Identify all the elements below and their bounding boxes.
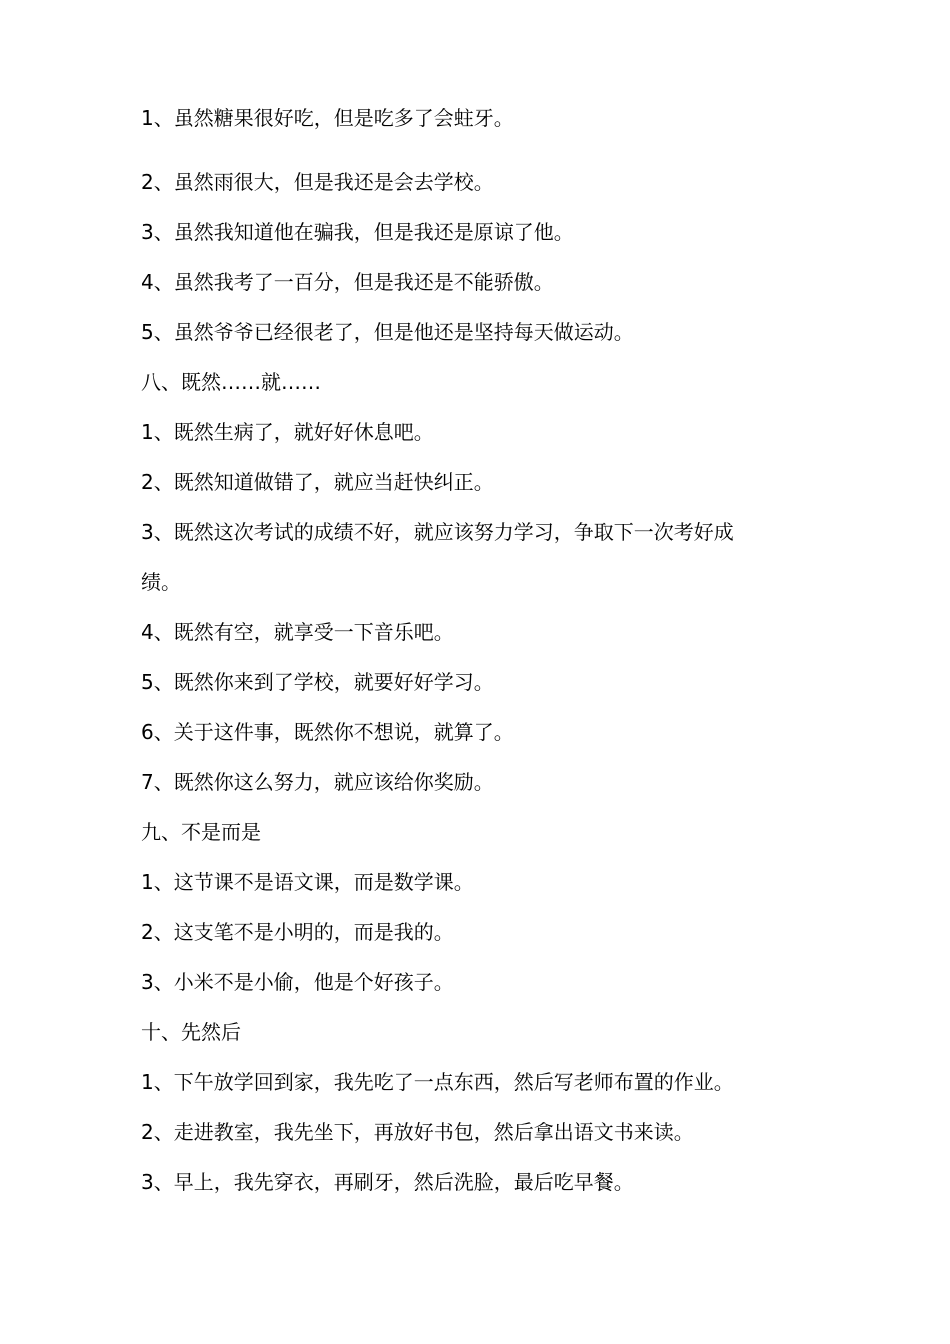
sentence-line: 1、这节课不是语文课，而是数学课。 [141, 870, 474, 894]
sentence-line: 1、虽然糖果很好吃，但是吃多了会蛀牙。 [141, 106, 514, 130]
sentence-line: 7、既然你这么努力，就应该给你奖励。 [141, 770, 494, 794]
sentence-line: 5、虽然爷爷已经很老了，但是他还是坚持每天做运动。 [141, 320, 634, 344]
sentence-line: 3、早上，我先穿衣，再刷牙，然后洗脸，最后吃早餐。 [141, 1170, 634, 1194]
section-heading: 十、先然后 [141, 1020, 241, 1044]
section-heading: 九、不是而是 [141, 820, 261, 844]
sentence-line: 3、既然这次考试的成绩不好，就应该努力学习，争取下一次考好成 [141, 520, 734, 544]
sentence-line: 2、走进教室，我先坐下，再放好书包，然后拿出语文书来读。 [141, 1120, 694, 1144]
sentence-line: 1、下午放学回到家，我先吃了一点东西，然后写老师布置的作业。 [141, 1070, 734, 1094]
sentence-line: 3、虽然我知道他在骗我，但是我还是原谅了他。 [141, 220, 574, 244]
document-body [141, 104, 831, 1218]
sentence-line: 2、虽然雨很大，但是我还是会去学校。 [141, 170, 494, 194]
sentence-line: 6、关于这件事，既然你不想说，就算了。 [141, 720, 514, 744]
sentence-line: 2、既然知道做错了，就应当赶快纠正。 [141, 470, 494, 494]
sentence-line: 3、小米不是小偷，他是个好孩子。 [141, 970, 454, 994]
sentence-line-continuation: 绩。 [141, 570, 181, 594]
sentence-line: 1、既然生病了，就好好休息吧。 [141, 420, 434, 444]
sentence-line: 5、既然你来到了学校，就要好好学习。 [141, 670, 494, 694]
sentence-line: 4、虽然我考了一百分，但是我还是不能骄傲。 [141, 270, 554, 294]
sentence-line: 4、既然有空，就享受一下音乐吧。 [141, 620, 454, 644]
section-heading: 八、既然……就…… [141, 370, 321, 394]
sentence-line: 2、这支笔不是小明的，而是我的。 [141, 920, 454, 944]
